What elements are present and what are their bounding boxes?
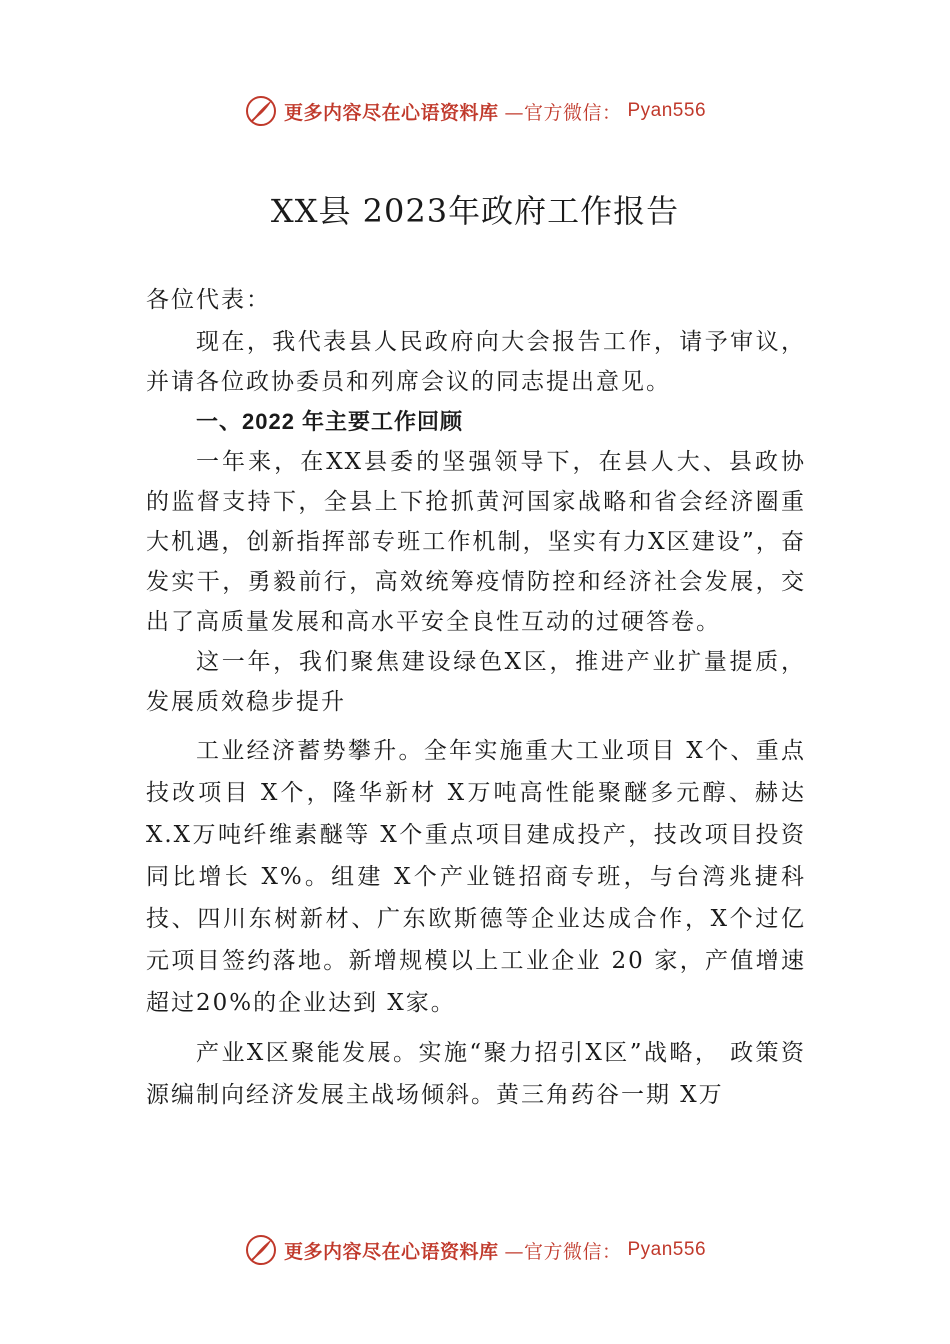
watermark-handle: Pyan556 <box>627 100 707 121</box>
paragraph-4: 产业X区聚能发展。实施“聚力招引X区”战略， 政策资源编制向经济发展主战场倾斜。黄三角药谷一期 X万 <box>146 1040 806 1108</box>
watermark-header <box>0 94 950 128</box>
paragraph-3: 工业经济蓄势攀升。全年实施重大工业项目 X个、重点技改项目 X个，隆华新材 X万吨高性能聚醚多元醇、赫达X.X万吨纤维素醚等 X个重点项目建成投产，技改项目投资同比增长 X%。组建 X个产业链招商专班，与台湾兆捷科技、四川东树新材、广东欧斯德等企业达成合作，X个过亿元项目签约落地。新增规模以上工业企业 20 家，产值增速超过20%的企业达到 X家。 <box>146 738 806 1016</box>
quill-logo-icon <box>244 1233 278 1267</box>
watermark-footer <box>0 1233 950 1267</box>
paragraph-2: 这一年，我们聚焦建设绿色X区，推进产业扩量提质，发展质效稳步提升 <box>146 649 806 715</box>
document-body <box>146 280 806 1116</box>
intro-paragraph: 现在，我代表县人民政府向大会报告工作，请予审议，并请各位政协委员和列席会议的同志提出意见。 <box>146 329 806 395</box>
watermark-sub-text: —官方微信： <box>504 101 622 124</box>
watermark-main-text: 更多内容尽在心语资料库 <box>283 1240 499 1263</box>
greeting: 各位代表： <box>146 287 271 313</box>
paragraph-1: 一年来，在XX县委的坚强领导下，在县人大、县政协的监督支持下，全县上下抢抓黄河国家战略和省会经济圈重大机遇，创新指挥部专班工作机制，坚实有力X区建设”，奋发实干，勇毅前行，高效统筹疫情防控和经济社会发展，交出了高质量发展和高水平安全良性互动的过硬答卷。 <box>146 449 806 635</box>
watermark-main-text: 更多内容尽在心语资料库 <box>283 101 499 124</box>
watermark-sub-text: —官方微信： <box>504 1240 622 1263</box>
quill-logo-icon <box>244 94 278 128</box>
watermark-handle: Pyan556 <box>627 1239 707 1260</box>
document-title: XX县 2023年政府工作报告 <box>270 192 680 230</box>
section-heading: 一、2022 年主要工作回顾 <box>196 409 464 434</box>
